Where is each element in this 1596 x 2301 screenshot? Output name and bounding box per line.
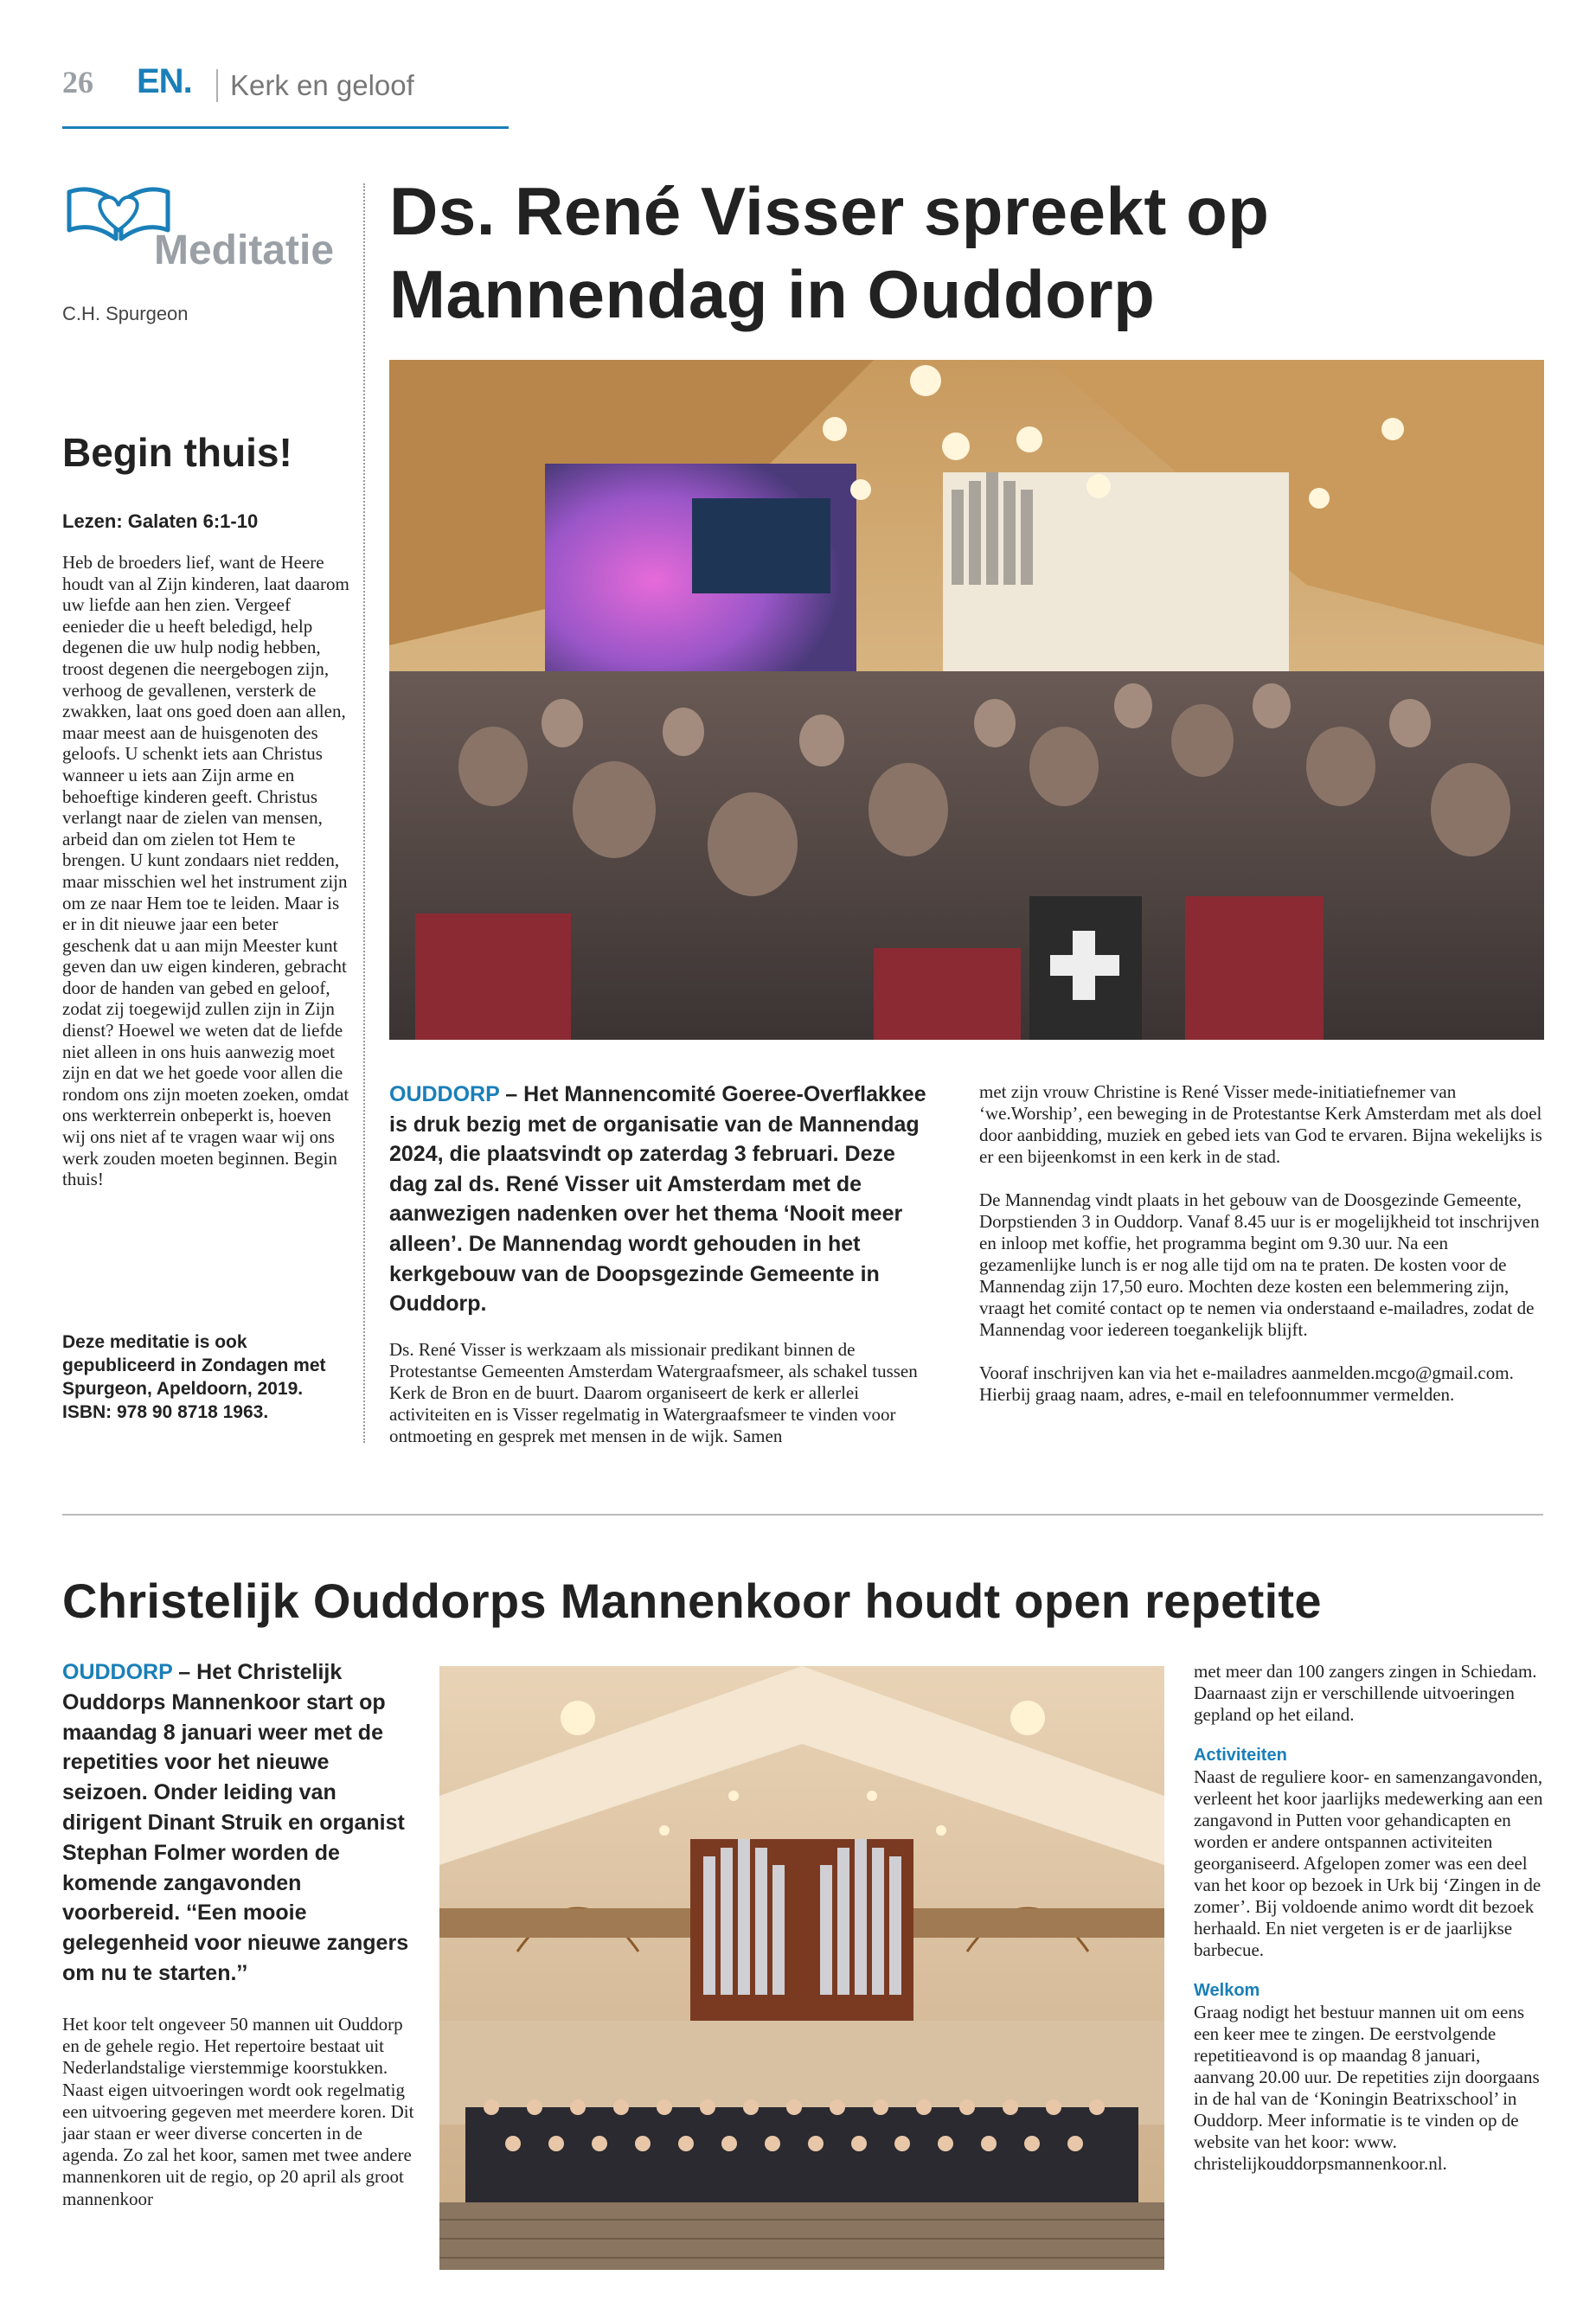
church-audience-photo	[389, 360, 1544, 1040]
article1-paragraph: Vooraf inschrijven kan via het e-mailadres aanmelden.mcgo@gmail.com. Hierbij graag naam, adres, e-mail en telefoonnummer vermelden.	[979, 1362, 1514, 1405]
article1-dateline: OUDDORP	[389, 1082, 500, 1106]
meditation-footnote: Deze meditatie is ook gepubliceerd in Zondagen met Spurgeon, Apeldoorn, 2019. ISBN: 978 90 8718 1963.	[62, 1332, 326, 1422]
article2-subhead-activities: Activiteiten	[1194, 1746, 1287, 1765]
column-divider	[363, 183, 365, 1443]
choir-church-photo	[439, 1666, 1164, 2270]
article1-body-col1: Ds. René Visser is werkzaam als missionair predikant binnen de Protestantse Gemeenten Amsterdam Watergraafsmeer, als schakel tussen Kerk de Bron en de buurt. Daarom organiseert de kerk er allerlei activiteiten en is Visser regelmatig in Watergraafsmeer te vinden voor ontmoeting en gesprek met mensen in de wijk. Samen	[389, 1339, 918, 1446]
header-separator	[216, 69, 218, 102]
meditation-reading: Lezen: Galaten 6:1-10	[62, 510, 259, 532]
meditation-author: C.H. Spurgeon	[62, 303, 189, 324]
article2-subhead-welcome: Welkom	[1194, 1981, 1260, 2000]
article2-lead	[62, 1657, 417, 1989]
article2-paragraph: Naast de reguliere koor- en samenzangavonden, verleent het koor jaarlijks medewerking aan een zangavond in Putten voor gehandicapten en worden er andere ontspannen activiteiten georganiseerd. Afgelopen zomer was een deel van het koor op bezoek in Urk bij ‘Zingen in de zomer’. Bij voldoende animo wordt dit bezoek herhaald. En niet vergeten is er de jaarlijkse barbecue.	[1194, 1766, 1543, 1960]
article1-lead-text: – Het Mannencomité Goeree-Overflakkee is druk bezig met de organisatie van de Mannendag 2024, die plaatsvindt op zaterdag 3 februari. Deze dag zal ds. René Visser uit Amsterdam met de aanwezigen nadenken over het thema ‘Nooit meer alleen’. De Mannendag wordt gehouden in het kerkgebouw van de Doopsgezinde Gemeente in Ouddorp.	[389, 1082, 926, 1317]
article2-headline: Christelijk Ouddorps Mannenkoor houdt open repetite	[62, 1574, 1322, 1628]
publication-logo: EN.	[137, 62, 192, 100]
meditation-title: Begin thuis!	[62, 430, 292, 475]
article2-body-col1: Het koor telt ongeveer 50 mannen uit Ouddorp en de gehele regio. Het repertoire bestaat uit Nederlandstalige vierstemmige koorstukken. Naast eigen uitvoeringen wordt ook regelmatig een uitvoering gegeven met meerdere koren. Dit jaar staan er weer diverse concerten in de agenda. Zo zal het koor, samen met twee andere mannenkoren uit de regio, op 20 april als groot mannenkoor	[62, 2014, 414, 2209]
meditation-label: Meditatie	[154, 228, 335, 273]
article1-body-col2	[979, 1081, 1543, 1406]
article2-lead-text: – Het Christelijk Ouddorps Mannenkoor start op maandag 8 januari weer met de repetities voor het nieuwe seizoen. Onder leiding van dirigent Dinant Struik en organist Stephan Folmer worden de komende zangavonden voorbereid. ‘‘Een mooie gelegenheid voor nieuwe zangers om nu te starten.’’	[62, 1660, 409, 1985]
article1-paragraph: met zijn vrouw Christine is René Visser mede-initiatiefnemer van ‘we.Worship’, een beweging in de Protestantse Kerk Amsterdam met als doel door aanbidding, muziek en gebed iets van God te ervaren. Bijna wekelijks is er een bijeenkomst in een kerk in de stad.	[979, 1081, 1542, 1167]
article2-paragraph: met meer dan 100 zangers zingen in Schiedam. Daarnaast zijn er verschillende uitvoeringen gepland op het eiland.	[1194, 1661, 1537, 1725]
article2-paragraph: Graag nodigt het bestuur mannen uit om eens een keer mee te zingen. De eerstvolgende repetitieavond is op maandag 8 januari, aanvang 20.00 uur. De repetities zijn doorgaans in de hal van de ‘Koningin Beatrixschool’ in Ouddorp. Meer informatie is te vinden op de website van het koor: www. christelijkouddorpsmannenkoor.nl.	[1194, 2002, 1540, 2174]
header-rule	[62, 126, 509, 129]
article1-headline: Ds. René Visser spreekt op Mannendag in Ouddorp	[389, 173, 1270, 332]
article1-lead	[389, 1080, 936, 1319]
section-divider	[62, 1514, 1543, 1516]
article2-dateline: OUDDORP	[62, 1660, 173, 1684]
meditation-body: Heb de broeders lief, want de Heere houdt van al Zijn kinderen, laat daarom uw liefde aan hen zien. Vergeef eenieder die u heeft beledigd, help degenen die uw hulp nodig hebben, troost degenen die neergebogen zijn, verhoog de gevallenen, versterk de zwakken, laat ons goed doen aan allen, maar meest aan de huisgenoten des geloofs. U schenkt iets aan Christus wanneer u iets aan Zijn arme en behoeftige kinderen geeft. Christus verlangt naar de zielen van mensen, arbeid dan om zielen tot Hem te brengen. U kunt zondaars niet redden, maar misschien wel het instrument zijn om ze naar Hem toe te leiden. Maar is er in dit nieuwe jaar een beter geschenk dat u aan mijn Meester kunt geven dan uw eigen kinderen, gebracht door de handen van gebed en geloof, zodat zij toegewijd zullen zijn in Zijn dienst? Hoewel we weten dat de liefde niet alleen in ons huis aanwezig moet zijn en dat we het goede voor allen die rondom ons zijn moeten zoeken, omdat ons werkterrein onbeperkt is, hoeven wij ons niet af te vragen waar wij ons werk zouden moeten beginnen. Begin thuis!	[62, 552, 349, 1190]
page-number: 26	[62, 65, 93, 99]
article2-body-col3	[1194, 1661, 1545, 2175]
article1-paragraph: De Mannendag vindt plaats in het gebouw van de Doosgezinde Gemeente, Dorpstienden 3 in Ouddorp. Vanaf 8.45 uur is er mogelijkheid tot inschrijven en inloop met koffie, het programma begint om 9.30 uur. Na een gezamenlijke lunch is er nog alle tijd om na te praten. De kosten voor de Mannendag zijn 17,50 euro. Mochten deze kosten een belemmering zijn, vraagt het comité contact op te nemen via onderstaand e-mailadres, zodat de Mannendag voor iedereen toegankelijk blijft.	[979, 1189, 1540, 1340]
section-title: Kerk en geloof	[230, 69, 414, 101]
